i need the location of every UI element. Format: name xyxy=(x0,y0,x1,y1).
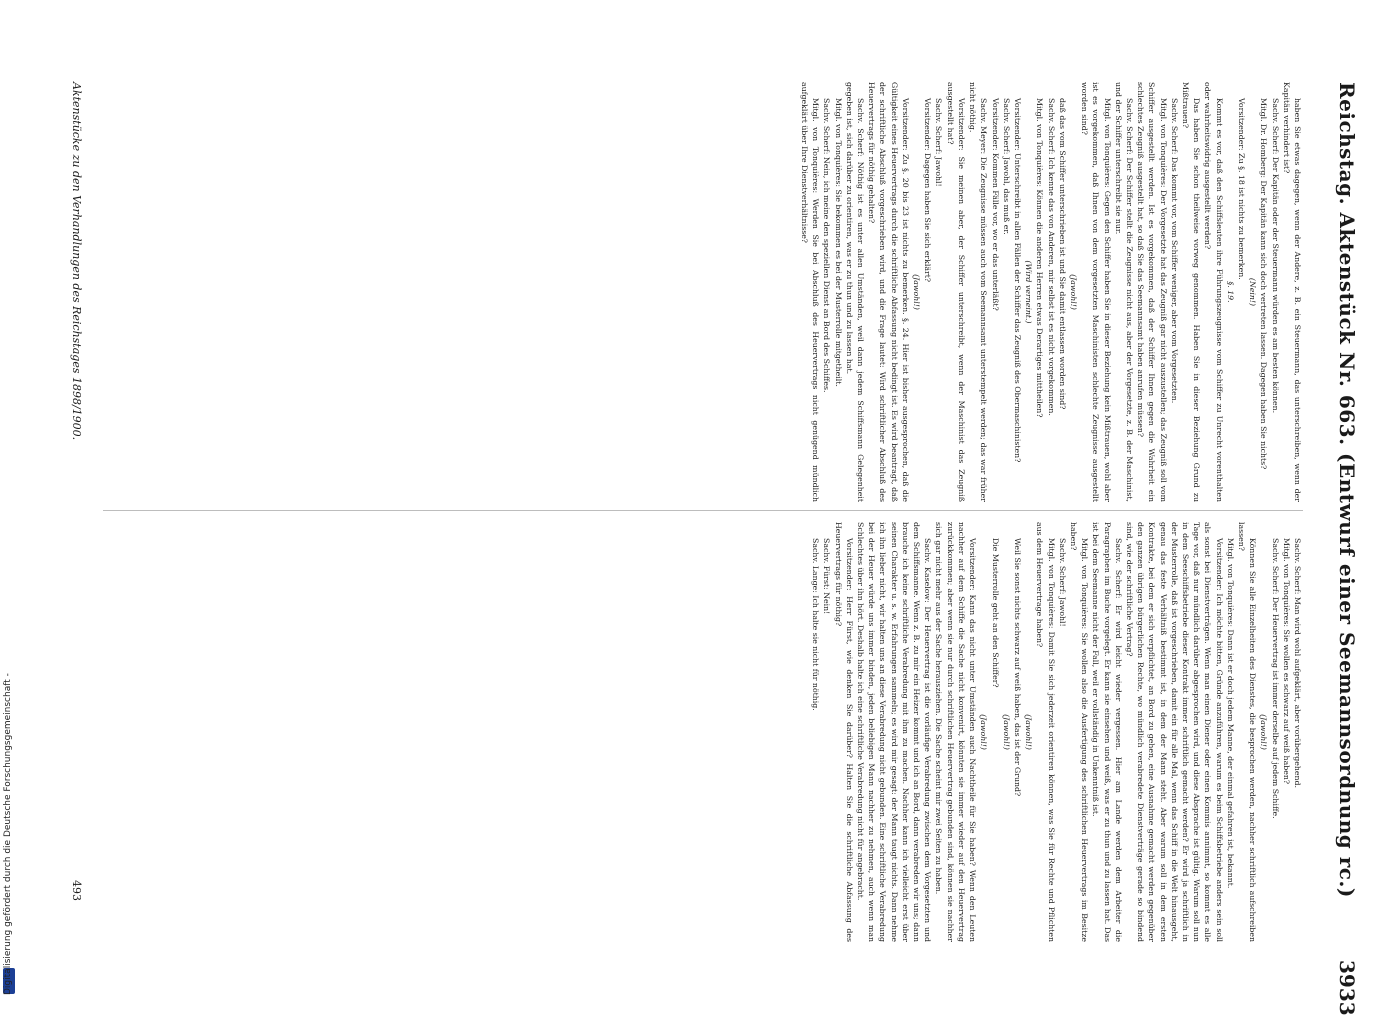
folio-number: 493 xyxy=(70,880,83,901)
paragraph: Vorsitzender: Herr Fürst, wie denken Sie darüber? Halten Sie die schriftliche Abfassung des Heuervertrags für nöthig? xyxy=(833,522,854,942)
interjection: (Wird verneint.) xyxy=(1024,260,1034,324)
paragraph: Vorsitzender: Kann das nicht unter Umständen auch Nachtheile für Sie haben? Wenn den Leuten nachher auf dem Schiffe die Sache nicht konvenirt, könnten sie immer wieder auf den Heuervertrag zurückkommen; aber wenn sie nur durch schriftlichen Heuervertrag gebunden sind, können sie nachher sich gar nicht mehr aus der Sache herausziehen. Die Sache scheint mir zwei Seiten zu haben. xyxy=(934,522,978,942)
interjection: (Jawohl!) xyxy=(1001,714,1011,750)
paragraph: Mitgl. von Tonquières: Sie wollen also die Ausfertigung des schriftlichen Heuervertrags im Besitze haben? xyxy=(1068,522,1090,942)
paragraph: Mitgl. Dr. Homberg: Der Kapitän kann sich doch vertreten lassen. Dagegen haben Sie nichts? xyxy=(1259,98,1269,470)
paragraph: Sachv. Scherf: Jawohl! xyxy=(1057,538,1067,627)
paragraph: Vorsitzender: Kommen Fälle vor, wo er das unterläßt? xyxy=(990,98,1000,311)
paragraph: Sachv. Scherf: Ich kenne das von Anderen, mir selbst ist es nicht vorgekommen. xyxy=(1046,98,1056,416)
paragraph: Sachv. Scherf: Nöthig ist es unter allen Umständen, weil dann jedem Schiffsmann Gelegenheit gegeben ist, sich darüber zu orientiren, was er zu thun und zu lassen hat. xyxy=(844,82,866,502)
paragraph: Sachv. Scherf: Jawohl! xyxy=(934,98,944,187)
paragraph: Mitgl. von Tonquières: Damit Sie sich jederzeit orientiren können, was Sie für Rechte und Pflichten aus dem Heuervertrage haben? xyxy=(1035,522,1056,942)
paragraph: Sachv. Meyer: Die Zeugnisse müssen auch vom Seemannsamt unterstempelt werden; das war früher nicht nöthig. xyxy=(968,82,989,502)
paragraph: Sachv. Scherf: Der Schiffer stellt die Zeugnisse nicht aus, aber der Vorgesetzte, z. B. der Maschinist, und der Schiffer unterschreibt sie nur. xyxy=(1113,82,1134,502)
interjection: (Jawohl!) xyxy=(979,714,989,750)
paragraph: Mitgl. von Tonquières: Dann ist er doch jedem Manne, der einmal gefahren ist, bekannt. xyxy=(1225,538,1235,889)
paragraph: Sachv. Scherf: Er wird leicht wieder vergessen. Hier am Lande werden dem Arbeiter die Paragraphen im Buche vorgelegt. Er kann sie einsehen und weiß, was er zu thun und zu lassen hat. Das ist bei dem Seemanne nicht der Fall, weil er vollständig in Unkenntniß ist. xyxy=(1091,522,1123,942)
paragraph: Sachv. Kaselow: Der Heuervertrag ist die vorläufige Verabredung zwischen dem Vorgesetzten und dem Schiffsmanne. Wenn z. B. zu mir ein Heizer kommt und ich an Bord, dann verabreden wir uns; dann brauche ich keine schriftliche Verabredung mit ihm zu machen. Nachher kann ich vielleicht erst über seinen Charakter u. s. w. Erfahrungen sammeln; es wird mir gesagt: der Mann taugt nichts. Dann nehme ich ihn lieber nicht, wir halten uns an diese Verabredung nicht gebunden. Eine schriftliche Verabredung bei der Heuer würde uns immer binden, jeden beliebigen Mann nachher zu nehmen, auch wenn man Schlechtes über ihn hört. Deshalb halte ich eine schriftliche Verabredung nicht für angebracht. xyxy=(856,522,933,942)
paragraph: Vorsitzender: Zu §. 18 ist nichts zu bemerken. xyxy=(1236,98,1246,280)
paragraph: Sachv. Scherf: Der Kapitän oder der Steuermann würden es am besten können. xyxy=(1270,98,1280,414)
paragraph: Mitgl. von Tonquières: Sie bekommen es bei der Musterrolle mitgetheilt. xyxy=(833,98,843,387)
paragraph: Sachv. Scherf: Das kommt vor, vom Schiffer weniger, aber vom Vorgesetzten. xyxy=(1169,98,1179,404)
paragraph: Mitgl. von Tonquières: Werden Sie bei Abschluß des Heuervertrags nicht genügend mündlich aufgeklärt über Ihre Dienstverhältnisse? xyxy=(800,82,821,502)
paragraph: Sachv. Fürst: Nein! xyxy=(822,538,832,615)
paragraph: Mitgl. von Tonquières: Sie wollen es schwarz auf weiß haben? xyxy=(1281,538,1291,785)
paragraph: Mitgl. von Tonquières: Der Vorgesetzte hat das Zeugniß gar nicht auszustellen; das Zeugniß soll vom Schiffer ausgestellt werden. Ist es vorgekommen, daß der Schiffer Ihnen gegen die Wahrheit ein schlechtes Zeugniß ausgestellt hat, so daß Sie das Seemannsamt haben anrufen müssen? xyxy=(1136,82,1168,502)
interjection: (Nein!) xyxy=(1248,277,1258,307)
interjection: (Jawohl!) xyxy=(912,274,922,310)
paragraph: Sachv. Scherf: Nein, ich meine den speziellen Dienst an Bord des Schiffes. xyxy=(822,98,832,393)
paragraph: Sachv. Scherf: Man wird wohl aufgeklärt, aber vorübergehend. xyxy=(1293,538,1302,788)
paragraph: Das haben Sie schon theilweise vorweg genommen. Haben Sie in dieser Beziehung Grund zu Mißtrauen? xyxy=(1180,82,1202,502)
paragraph: daß das vom Schiffer unterschrieben ist und Sie damit entlassen worden sind? xyxy=(1057,98,1067,410)
column-divider xyxy=(103,510,1303,511)
paragraph: Mitgl. von Tonquières: Können die anderen Herren etwas Derartiges mittheilen? xyxy=(1035,98,1045,418)
left-text-column xyxy=(63,82,1303,502)
right-text-column xyxy=(63,522,1303,942)
interjection: (Jawohl!) xyxy=(1259,714,1269,750)
paragraph: Vorsitzender: Dagegen haben Sie sich erklärt? xyxy=(923,98,933,283)
interjection: (Jawohl!) xyxy=(1068,274,1078,310)
paragraph: Sachv. Lange: Ich halte sie nicht für nöthig. xyxy=(811,538,821,711)
paragraph: Sachv. Scherf: Jawohl, das muß er. xyxy=(1001,98,1011,235)
interjection: (Jawohl!) xyxy=(1024,714,1034,750)
digitization-credit: Digitalisierung gefördert durch die Deutsche Forschungsgemeinschaft - xyxy=(3,673,13,995)
paragraph: Kommt es vor, daß den Schiffsleuten ihre Führungszeugnisse vom Schiffer zu Unrecht vorenthalten oder wahrheitswidrig ausgestellt werden? xyxy=(1203,82,1224,502)
page-number: 3933 xyxy=(1335,960,1359,1016)
paragraph: Die Musterrolle geht an den Schiffer? xyxy=(990,538,1000,688)
paragraph: haben Sie etwas dagegen, wenn der Andere, z. B. ein Steuermann, das unterschreiben, wenn der Kapitän verhindert ist? xyxy=(1281,82,1302,502)
paragraph: Können Sie alle Einzelheiten des Dienstes, die besprochen werden, nachher schriftlich aufschreiben lassen? xyxy=(1236,522,1258,942)
page-header xyxy=(1317,0,1377,1016)
paragraph: Sachv. Scherf: Der Heuervertrag ist immer derselbe auf jedem Schiffe. xyxy=(1270,538,1280,819)
paragraph: Vorsitzender: Unterschreibt in allen Fällen der Schiffer das Zeugniß des Obermaschinisten? xyxy=(1012,98,1022,463)
page-title: Reichstag. Aktenstück Nr. 663. (Entwurf einer Seemannsordnung rc.) xyxy=(1335,82,1359,898)
footer-note: Aktenstücke zu den Verhandlungen des Reichstages 1898/1900. xyxy=(70,82,83,441)
paragraph: Weil Sie sonst nichts schwarz auf weiß haben, das ist der Grund? xyxy=(1012,538,1022,797)
paragraph: Mitgl. von Tonquières: Gegen den Schiffer haben Sie in dieser Beziehung kein Mißtrauen, wohl aber ist es vorgekommen, daß Ihnen von dem vorgesetzten Maschinisten schlechte Zeugnisse ausgestellt worden sind? xyxy=(1080,82,1112,502)
interjection: §. 19. xyxy=(1225,281,1235,303)
paragraph: Vorsitzender: Sie meinen aber, der Schiffer unterschreibt, wenn der Maschinist das Zeugniß ausgestellt hat? xyxy=(945,82,966,502)
paragraph: Vorsitzender: Ich möchte bitten, Gründe anzuführen, warum es beim Schiffsbetriebe anders sein soll als sonst bei Dienstverträgen. Wenn man einen Diener oder einen Kommis annimmt, so kommt es alle Tage vor, daß nur mündlich darüber abgesprochen wird, und diese Absprache ist gültig. Warum soll nun in dem Seeschiffsbetriebe dieser Kontrakt immer schriftlich gemacht werden? Er wird ja schriftlich in der Musterrolle, daß ist vorgeschrieben, damit ein für alle Mal, wenn das Schiff in die Welt hinausgeht, genau das feste Verhältniß bestimmt ist, in dem der Mann steht. Aber warum soll in dem ersten Kontrakte, bei dem er sich verpflichtet, an Bord zu gehen, eine Ausnahme gemacht werden gegenüber den ganzen übrigen bürgerlichen Rechte, wo mündlich verabredete Dienstverträge gerade so bindend sind, wie der schriftliche Vertrag? xyxy=(1124,522,1224,942)
paragraph: Vorsitzender: Zu §. 20 bis 23 ist nichts zu bemerken. §. 24. Hier ist bisher ausgesprochen, daß die Gültigkeit eines Heuervertrags durch die schriftliche Abfassung nicht bedingt ist. Es wird beantragt, daß der schriftliche Abschluß vorgeschrieben wird, und die Frage lautet: Wird schriftlicher Abschluß des Heuervertrags für nöthig gehalten? xyxy=(867,82,910,502)
